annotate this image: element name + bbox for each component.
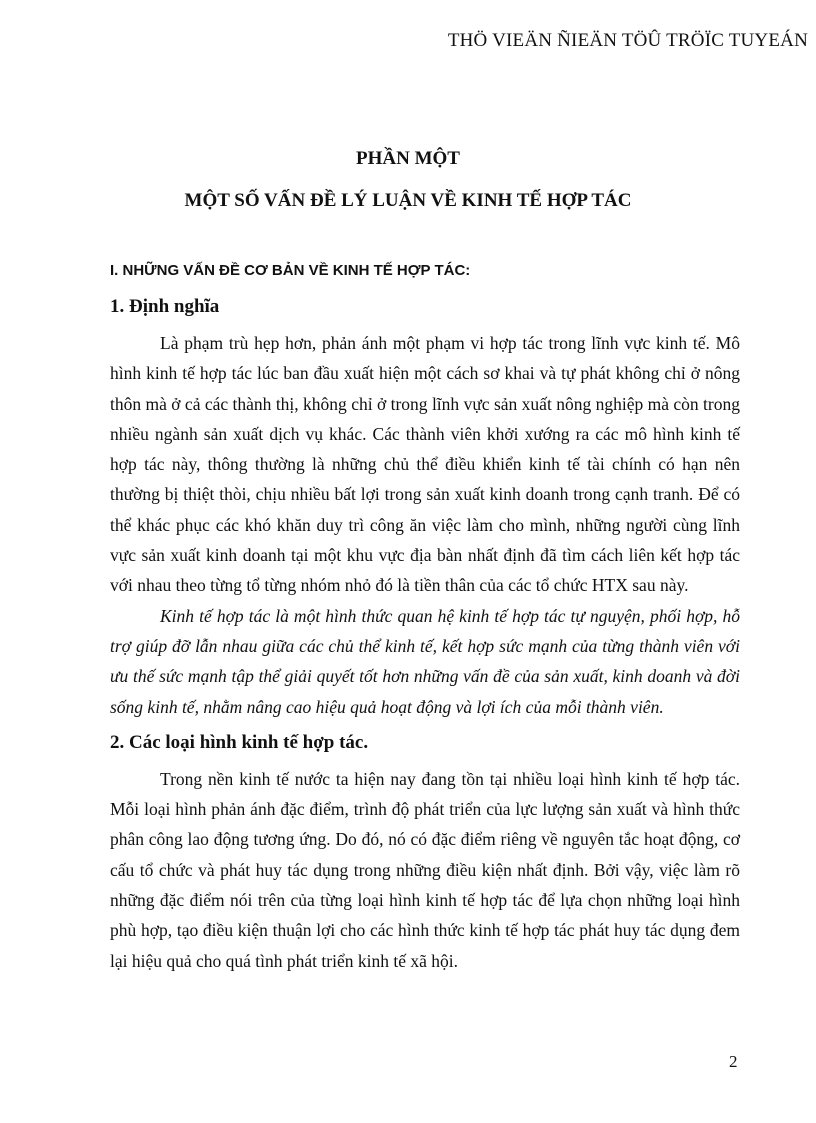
paragraph-definition-quote: Kinh tế hợp tác là một hình thức quan hệ kinh tế hợp tác tự nguyện, phối hợp, hỗ trợ giúp đỡ lẫn nhau giữa các chủ thể kinh tế, kết hợp sức mạnh của từng thành viên với ưu thế sức mạnh tập thể giải quyết tốt hơn những vấn đề của sản xuất, kinh doanh và đời sống kinh tế, nhằm nâng cao hiệu quả hoạt động và lợi ích của mỗi thành viên.	[110, 605, 740, 717]
paragraph-definition-intro: Là phạm trù hẹp hơn, phản ánh một phạm vi hợp tác trong lĩnh vực kinh tế. Mô hình kinh tế hợp tác lúc ban đầu xuất hiện một cách sơ khai và tự phát không chỉ ở nông thôn mà ở cả các thành thị, không chỉ ở trong lĩnh vực sản xuất nông nghiệp mà còn trong nhiều ngành sản xuất dịch vụ khác. Các thành viên khởi xướng ra các mô hình kinh tế hợp tác này, thông thường là những chủ thể điều khiển kinh tế tài chính có hạn nên thường bị thiệt thòi, chịu nhiều bất lợi trong sản xuất kinh doanh trong cạnh tranh. Để có thể khác phục các khó khăn duy trì công ăn việc làm cho mình, những người cùng lĩnh vực sản xuất kinh doanh tại một khu vực địa bàn nhất định đã tìm cách liên kết hợp tác với nhau theo từng tổ từng nhóm nhỏ đó là tiền thân của các tổ chức HTX sau này.	[110, 333, 740, 596]
chapter-title: MỘT SỐ VẤN ĐỀ LÝ LUẬN VỀ KINH TẾ HỢP TÁC	[184, 190, 632, 211]
subsection-heading-types: 2. Các loại hình kinh tế hợp tác.	[110, 731, 369, 753]
running-header: THÖ VIEÄN ÑIEÄN TÖÛ TRÖÏC TUYEÁN	[447, 30, 808, 51]
subsection-heading-definition: 1. Định nghĩa	[110, 296, 220, 317]
page-number: 2	[729, 1052, 738, 1071]
part-title: PHẦN MỘT	[356, 148, 460, 169]
body-content	[110, 288, 740, 976]
paragraph-types: Trong nền kinh tế nước ta hiện nay đang tồn tại nhiều loại hình kinh tế hợp tác. Mỗi loại hình phản ánh đặc điểm, trình độ phát triển của lực lượng sản xuất và hình thức phân công lao động tương ứng. Do đó, nó có đặc điểm riêng về nguyên tắc hoạt động, cơ cấu tổ chức và phát huy tác dụng trong những điều kiện nhất định. Bởi vậy, việc làm rõ những đặc điểm nói trên của từng loại hình kinh tế hợp tác để lựa chọn những loại hình phù hợp, tạo điều kiện thuận lợi cho các hình thức kinh tế hợp tác phát huy tác dụng đem lại hiệu quả cho quá tình phát triển kinh tế xã hội.	[110, 768, 740, 971]
section-heading: I. NHỮNG VẤN ĐỀ CƠ BẢN VỀ KINH TẾ HỢP TÁC:	[110, 262, 471, 279]
